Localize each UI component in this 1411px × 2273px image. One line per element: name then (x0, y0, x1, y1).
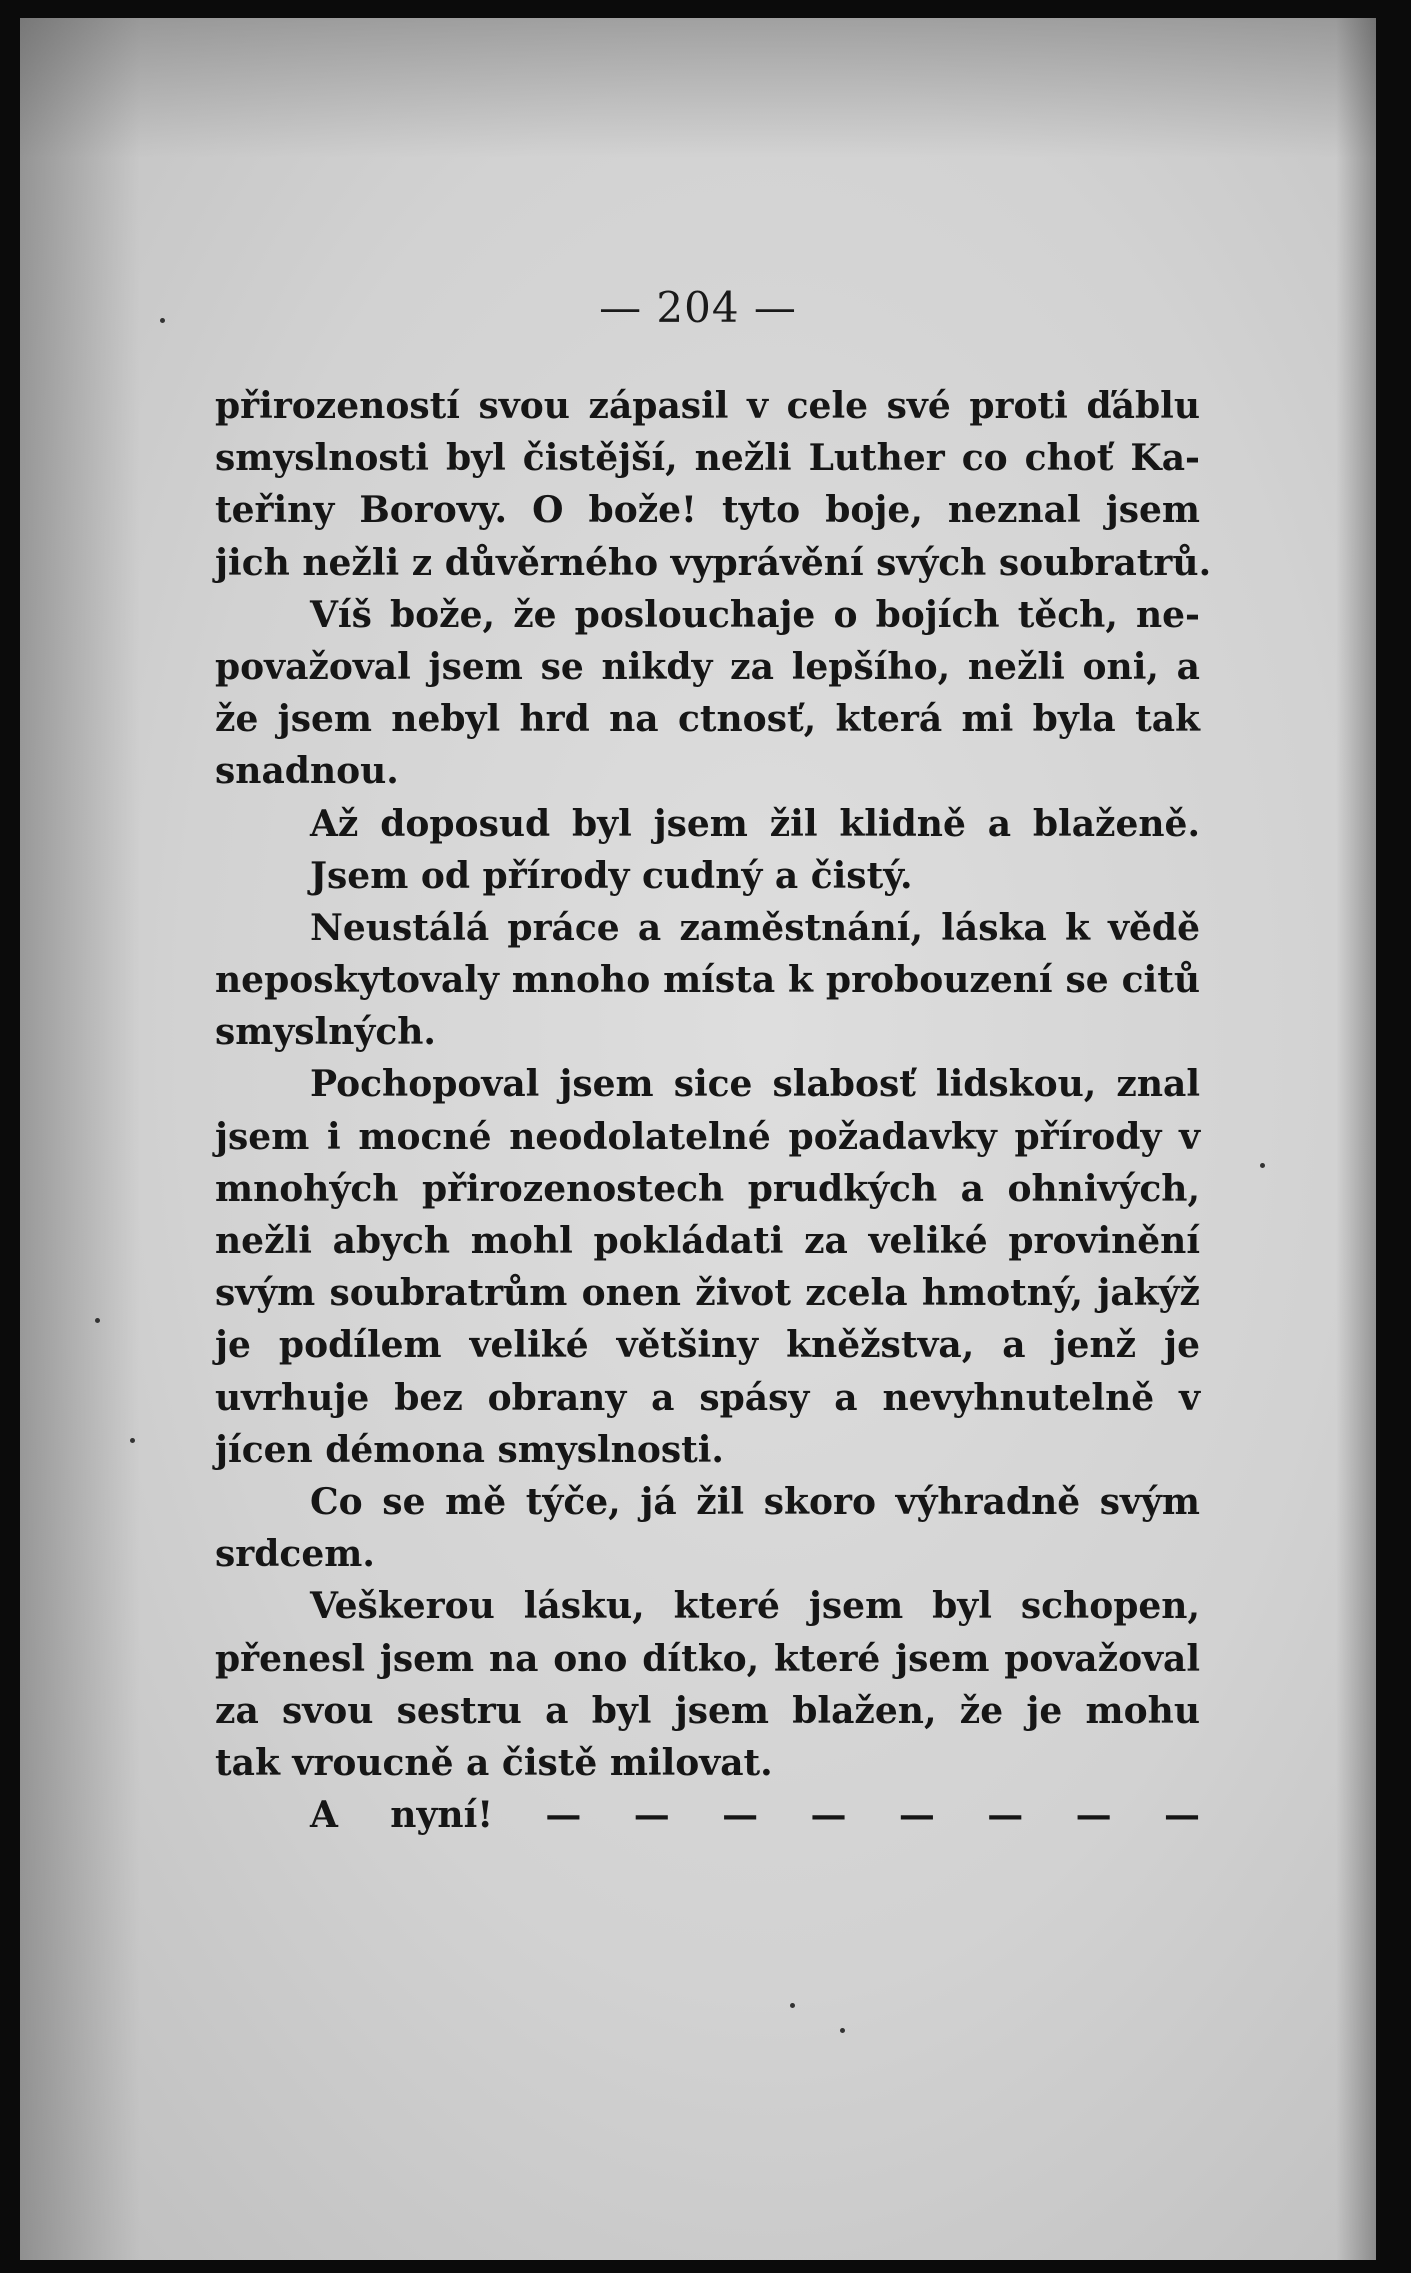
text-line: A nyní! — — — — — — — — (310, 1794, 1200, 1837)
scanned-page (20, 18, 1376, 2260)
text-line: smyslných. (215, 1011, 436, 1054)
text-line: Až doposud byl jsem žil klidně a blaženě. (310, 802, 1200, 845)
text-line: uvrhuje bez obrany a spásy a nevyhnutelně v (215, 1376, 1200, 1419)
text-line: Pochopoval jsem sice slabosť lidskou, znal (310, 1063, 1200, 1106)
text-line: nežli abych mohl pokládati za veliké provinění (215, 1220, 1200, 1262)
text-line: Jsem od přírody cudný a čistý. (310, 854, 913, 897)
text-line: jícen démona smyslnosti. (215, 1428, 724, 1471)
text-line: jsem i mocné neodolatelné požadavky přírody v (215, 1115, 1200, 1158)
text-line: přirozeností svou zápasil v cele své proti ďáblu (215, 385, 1200, 427)
text-line: neposkytovaly mnoho místa k probouzení se citů (215, 959, 1200, 1002)
scan-speck (840, 2028, 845, 2033)
scan-speck (1260, 1163, 1265, 1168)
text-line: že jsem nebyl hrd na ctnosť, která mi byla tak (215, 698, 1200, 741)
text-line: snadnou. (215, 750, 399, 793)
body-text (215, 380, 1212, 1841)
page-edge-shadow-right (1336, 18, 1376, 2260)
page-edge-shadow-left (20, 18, 140, 2260)
text-line: jich nežli z důvěrného vyprávění svých soubratrů. (215, 541, 1212, 584)
text-line: smyslnosti byl čistější, nežli Luther co choť Ka- (215, 437, 1200, 480)
text-line: svým soubratrům onen život zcela hmotný, jakýž (215, 1272, 1200, 1315)
scan-speck (95, 1318, 100, 1323)
text-line: přenesl jsem na ono dítko, které jsem považoval (215, 1637, 1200, 1680)
scan-speck (130, 1438, 135, 1443)
text-line: je podílem veliké většiny kněžstva, a jenž je (215, 1324, 1200, 1367)
text-line: srdcem. (215, 1533, 375, 1576)
text-line: tak vroucně a čistě milovat. (215, 1741, 773, 1784)
text-line: Co se mě týče, já žil skoro výhradně svým (310, 1480, 1200, 1523)
page-edge-shadow-top (20, 18, 1376, 158)
text-line: mnohých přirozenostech prudkých a ohnivých, (215, 1167, 1200, 1210)
text-line: teřiny Borovy. O bože! tyto boje, neznal jsem (215, 489, 1200, 532)
text-line: považoval jsem se nikdy za lepšího, nežli oni, a (215, 645, 1200, 688)
scan-speck (790, 2003, 795, 2008)
page-number: — 204 — (599, 283, 797, 332)
text-line: Víš bože, že poslouchaje o bojích těch, ne- (310, 593, 1200, 636)
text-line: za svou sestru a byl jsem blažen, že je mohu (215, 1689, 1200, 1732)
text-line: Neustálá práce a zaměstnání, láska k vědě (310, 906, 1200, 949)
text-line: Veškerou lásku, které jsem byl schopen, (310, 1585, 1200, 1628)
